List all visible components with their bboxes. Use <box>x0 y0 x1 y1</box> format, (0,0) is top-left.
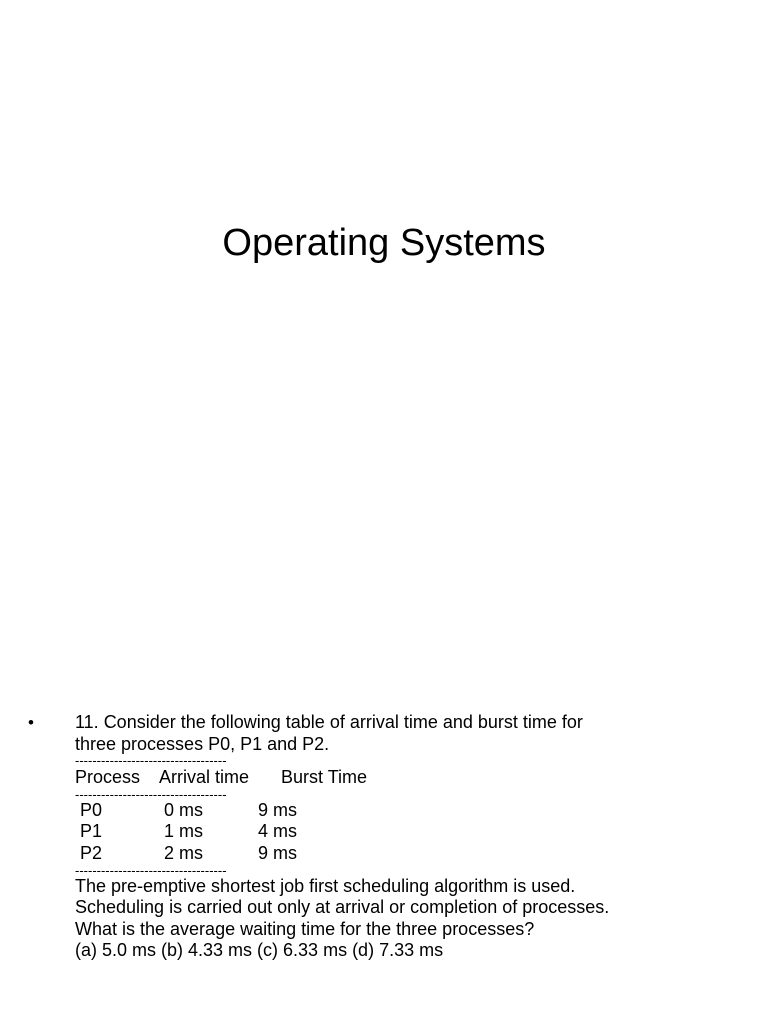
table-separator-bottom: ----------------------------------- <box>75 864 227 876</box>
table-header-row <box>75 767 748 789</box>
table-cell-process: P0 <box>80 799 103 820</box>
question-intro-line-1: 11. Consider the following table of arrival time and burst time for <box>75 712 583 732</box>
table-cell-arrival: 0 ms <box>164 799 204 820</box>
question-body-line-3: What is the average waiting time for the three processes? <box>75 918 535 939</box>
question-body-line-1: The pre-emptive shortest job first scheduling algorithm is used. <box>75 875 576 896</box>
question-block <box>28 712 748 962</box>
answer-options: (a) 5.0 ms (b) 4.33 ms (c) 6.33 ms (d) 7.33 ms <box>75 940 444 961</box>
table-cell-arrival: 1 ms <box>164 821 204 842</box>
table-separator-mid: ----------------------------------- <box>75 788 227 800</box>
table-separator-top: ----------------------------------- <box>75 755 227 767</box>
table-row <box>75 800 748 822</box>
question-text <box>75 712 748 962</box>
bullet-point: • <box>28 713 34 732</box>
table-row <box>75 843 748 865</box>
table-cell-burst: 4 ms <box>258 821 298 842</box>
table-cell-arrival: 2 ms <box>164 842 204 863</box>
table-header-burst: Burst Time <box>281 767 368 788</box>
table-cell-burst: 9 ms <box>258 842 298 863</box>
table-row <box>75 821 748 843</box>
table-header-process: Process <box>75 767 141 788</box>
table-header-arrival: Arrival time <box>159 767 250 788</box>
question-intro-line-2: three processes P0, P1 and P2. <box>75 733 330 754</box>
table-cell-burst: 9 ms <box>258 799 298 820</box>
question-body-line-2: Scheduling is carried out only at arrival or completion of processes. <box>75 897 610 918</box>
slide-title: Operating Systems <box>222 222 546 264</box>
table-cell-process: P1 <box>80 821 103 842</box>
table-cell-process: P2 <box>80 842 103 863</box>
